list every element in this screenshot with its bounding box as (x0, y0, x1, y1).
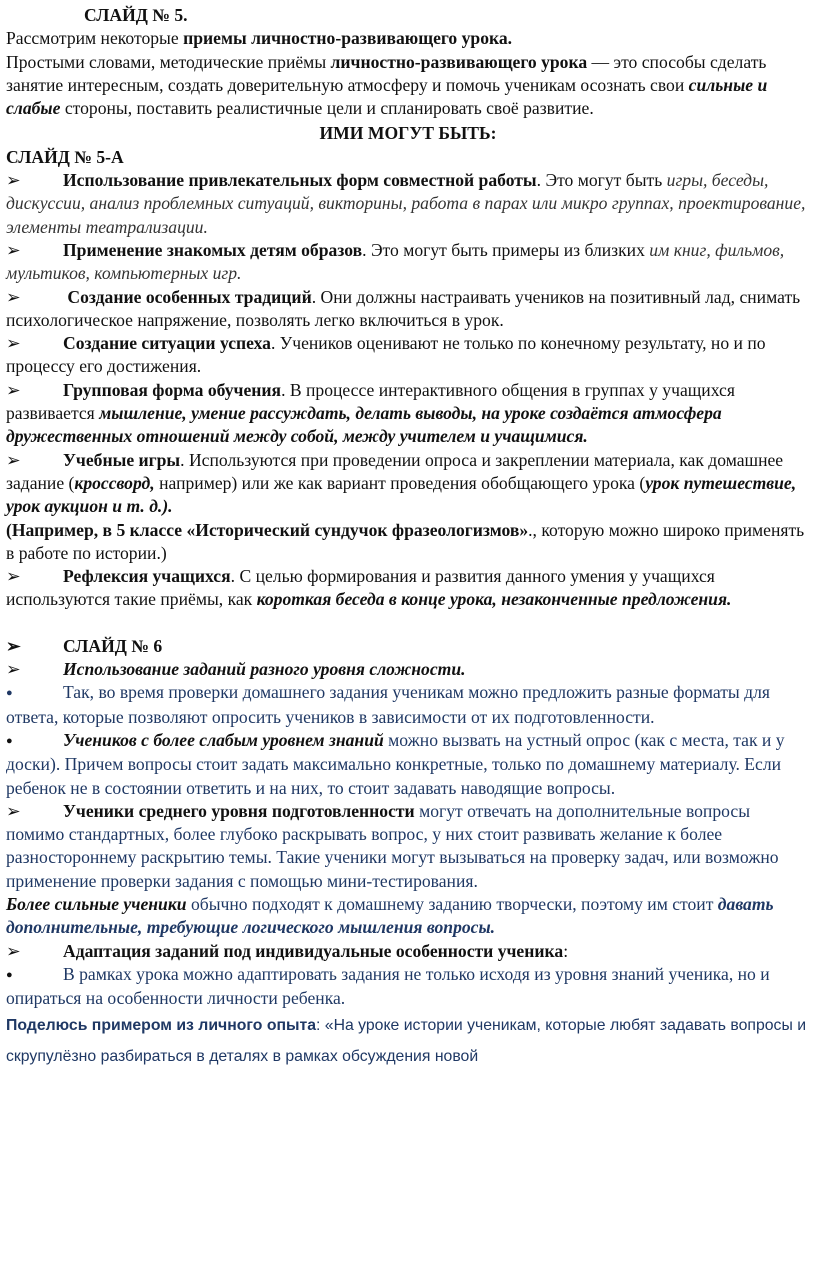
list-item (6, 449, 810, 519)
item-text: : (563, 940, 569, 961)
item-bold: Создание особенных традиций (63, 286, 312, 307)
intro-bold: приемы личностно-развивающего урока. (183, 28, 513, 49)
list-item (6, 658, 810, 681)
arrow-bullet-icon: ➢ (6, 239, 21, 260)
item-text: . Это могут быть (536, 170, 667, 191)
item-bold-italic: мышление, умение рассуждать, делать выводы, на уроке создаётся атмосфера дружественных отношений между собой, между учителем и учащимися. (6, 403, 722, 447)
spacer (6, 612, 810, 635)
item-bold: Применение знакомых детям образов (63, 239, 363, 260)
example-bold: (Например, в 5 классе «Исторический сундучок фразеологизмов» (6, 519, 529, 540)
arrow-bullet-icon: ➢ (6, 286, 21, 307)
arrow-bullet-icon: ➢ (6, 566, 21, 587)
item-bold-italic: урок путешествие, урок аукцион и т. д.). (6, 472, 797, 517)
personal-example-paragraph (6, 1010, 810, 1072)
item-text: Так, во время проверки домашнего задания ученикам можно предложить разные форматы для ответа, которые позволяют опросить учеников в зависимости от их подготовленности. (6, 682, 770, 727)
list-item (6, 800, 810, 893)
item-bold: Учебные игры (63, 449, 181, 470)
intro-bold-italic: сильные и слабые (6, 74, 768, 119)
slide-6-heading (6, 635, 810, 658)
list-item (6, 379, 810, 449)
item-bold: Создание ситуации успеха (63, 333, 271, 354)
item-text: например) или же как вариант проведения обобщающего урока ( (154, 472, 646, 493)
arrow-bullet-icon: ➢ (6, 379, 21, 400)
slide-5a-title: СЛАЙД № 5-А (6, 146, 124, 167)
item-text: . В процессе интерактивного общения в группах у учащихся развивается (6, 379, 735, 424)
item-text: : «На уроке истории ученикам, которые любят задавать вопросы и скрупулёзно разбираться в деталях в рамках обсуждения новой (6, 1017, 807, 1066)
they-can-be-heading: ИМИ МОГУТ БЫТЬ: (319, 123, 497, 144)
list-item (6, 565, 810, 612)
dot-bullet-icon: ● (6, 687, 13, 700)
list-item (6, 963, 810, 1011)
intro-text: Простыми словами, методические приёмы (6, 51, 331, 72)
item-bold: Адаптация заданий под индивидуальные особенности ученика (63, 940, 564, 961)
item-italic: им книг, фильмов, мультиков, компьютерных игр. (6, 239, 785, 284)
example-text: ., которую можно широко применять в работе по истории.) (6, 519, 805, 563)
item-bold: Рефлексия учащихся (63, 566, 231, 587)
item-text: В рамках урока можно адаптировать задания не только исходя из уровня знаний ученика, но и опираться на особенности личности ребенка. (6, 963, 770, 1009)
item-text: . С целью формирования и развития данного умения у учащихся используются такие приёмы, как (6, 566, 715, 610)
example-paragraph (6, 519, 810, 566)
item-text: . Они должны настраивать учеников на позитивный лад, снимать психологическое напряжение, позволять легко включиться в урок. (6, 286, 801, 330)
intro-text: — это способы сделать занятие интересным, создать доверительную атмосферу и помочь ученикам осознать свои (6, 51, 767, 95)
item-text: обычно подходят к домашнему заданию творчески, поэтому им стоит (186, 893, 718, 914)
dot-bullet-icon: ● (6, 734, 13, 747)
levels-title: Использование заданий разного уровня сложности. (63, 659, 466, 680)
slide-6-body (6, 681, 810, 1072)
strong-students-paragraph (6, 893, 810, 940)
item-bold-italic: кроссворд, (74, 472, 155, 493)
dot-bullet-icon: ● (6, 968, 13, 981)
item-bold-italic: Более сильные ученики (6, 893, 187, 914)
arrow-bullet-icon: ➢ (6, 940, 21, 961)
list-item (6, 332, 810, 379)
list-item (6, 729, 810, 800)
intro-text: Рассмотрим некоторые (6, 28, 184, 49)
item-bold-italic: Учеников с более слабым уровнем знаний (63, 729, 384, 750)
arrow-bullet-icon: ➢ (6, 170, 21, 191)
item-text: . Это могут быть примеры из близких (362, 239, 650, 260)
item-bold: Групповая форма обучения (63, 379, 282, 400)
item-bold: Использование привлекательных форм совместной работы (63, 170, 537, 191)
item-bold: Поделюсь примером из личного опыта (6, 1017, 317, 1035)
item-text: можно вызвать на устный опрос (как с места, так и у доски). Причем вопросы стоит задать максимально конкретные, только по домашнему материалу. Если ребенок не в состоянии ответить и на них, то стоит задавать наводящие вопросы. (6, 729, 785, 798)
item-text: . Учеников оценивают не только по конечному результату, но и по процессу его достижения. (6, 333, 766, 377)
arrow-bullet-icon: ➢ (6, 800, 21, 821)
document-page (6, 4, 810, 1072)
intro-paragraph-1 (6, 27, 810, 50)
intro-bold: личностно-развивающего урока (330, 51, 588, 72)
arrow-bullet-icon: ➢ (6, 659, 21, 680)
item-italic: игры, беседы, дискуссии, анализ проблемных ситуаций, викторины, работа в парах или микро группах, проектирование, элементы театрализации. (6, 170, 806, 237)
list-item (6, 169, 810, 239)
intro-text: стороны, поставить реалистичные цели и спланировать своё развитие. (60, 98, 594, 119)
list-item (6, 681, 810, 729)
list-item (6, 940, 810, 963)
arrow-bullet-icon: ➢ (6, 449, 21, 470)
item-bold-italic: давать дополнительные, требующие логического мышления вопросы. (6, 893, 774, 938)
item-text: могут отвечать на дополнительные вопросы помимо стандартных, более глубоко раскрывать вопрос, у них стоит развивать желание к более разностороннему раскрытию темы. Такие ученики могут вызываться на проверку задач, или возможно применение проверки задания с помощью мини-тестирования. (6, 800, 779, 891)
item-bold: Ученики среднего уровня подготовленности (63, 800, 415, 821)
slide-5-title: СЛАЙД № 5. (84, 5, 188, 25)
item-text: . Используются при проведении опроса и закреплении материала, как домашнее задание ( (6, 449, 784, 493)
arrow-bullet-icon: ➢ (6, 635, 21, 656)
list-item (6, 286, 810, 333)
arrow-bullet-icon: ➢ (6, 333, 21, 354)
slide-6-title: СЛАЙД № 6 (63, 635, 163, 656)
list-item (6, 239, 810, 286)
intro-paragraph-2 (6, 51, 810, 121)
item-bold-italic: короткая беседа в конце урока, незаконченные предложения. (256, 589, 732, 610)
